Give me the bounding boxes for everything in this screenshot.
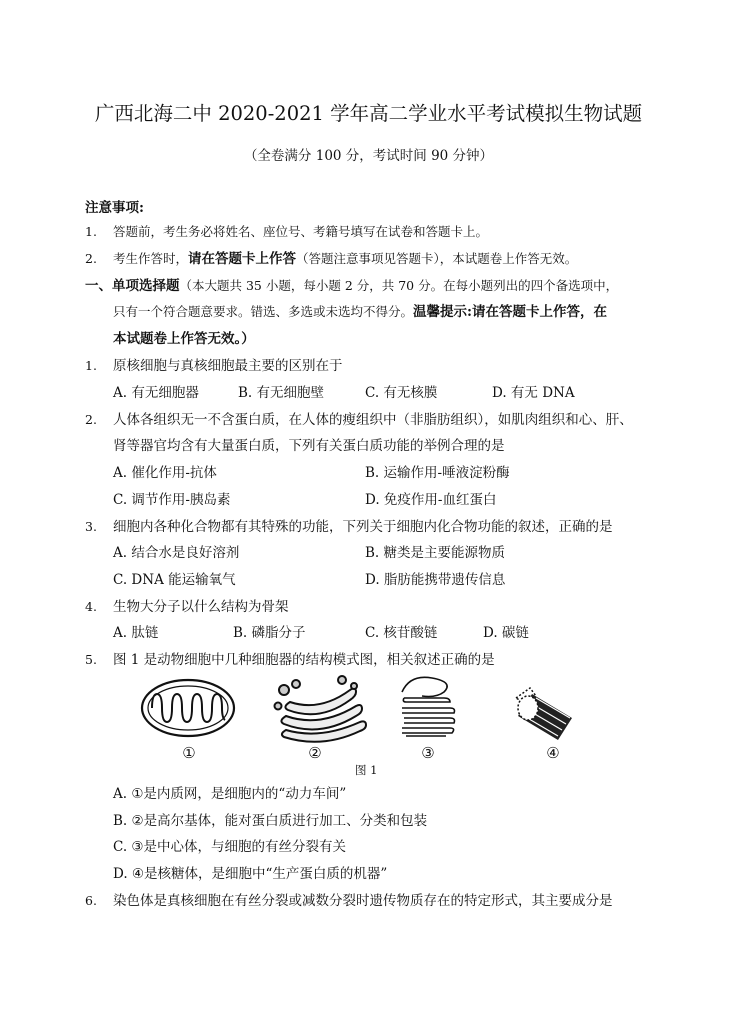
notice-item-2: 考生作答时，请在答题卡上作答（答题注意事项见答题卡），本试题卷上作答无效。 (113, 251, 578, 267)
q3-option-d: D. 脂肪能携带遗传信息 (365, 572, 506, 588)
q2-option-c: C. 调节作用-胰岛素 (113, 492, 231, 508)
q2-option-d: D. 免疫作用-血红蛋白 (365, 492, 497, 508)
q4-stem: 生物大分子以什么结构为骨架 (113, 599, 289, 615)
q3-option-a: A. 结合水是良好溶剂 (113, 545, 240, 561)
q5-option-a: A. ①是内质网，是细胞内的“动力车间” (113, 786, 347, 802)
golgi-drawing (275, 676, 367, 742)
q3-option-b: B. 糖类是主要能源物质 (365, 545, 506, 561)
q1-stem: 原核细胞与真核细胞最主要的区别在于 (113, 358, 343, 374)
figure-label-2: ② (308, 744, 322, 762)
q2-stem-line-1: 人体各组织无一不含蛋白质，在人体的瘦组织中（非脂肪组织），如肌肉组织和心、肝、 (113, 412, 633, 428)
q3-number: 3. (85, 519, 97, 534)
section-heading: 一、单项选择题（本大题共 35 小题，每小题 2 分，共 70 分。在每小题列出的四个备选项中， (85, 278, 619, 294)
exam-subtitle: （全卷满分 100 分，考试时间 90 分钟） (243, 148, 494, 164)
mitochondrion-drawing (142, 680, 234, 736)
exam-title: 广西北海二中 2020-2021 学年高二学业水平考试模拟生物试题 (94, 102, 643, 125)
q1-option-a: A. 有无细胞器 (113, 385, 199, 401)
notice-num-1: 1. (85, 224, 97, 239)
q4-option-d: D. 碳链 (483, 625, 529, 641)
figure-caption: 图 1 (355, 763, 378, 777)
q2-option-a: A. 催化作用-抗体 (113, 465, 217, 481)
notice-heading: 注意事项: (85, 200, 144, 216)
q3-option-c: C. DNA 能运输氧气 (113, 572, 236, 588)
organelle-figure (140, 672, 600, 744)
q3-stem: 细胞内各种化合物都有其特殊的功能，下列关于细胞内化合物功能的叙述，正确的是 (113, 519, 613, 535)
er-drawing (402, 677, 455, 736)
q2-number: 2. (85, 412, 97, 427)
q4-option-c: C. 核苷酸链 (365, 625, 438, 641)
q4-number: 4. (85, 599, 97, 614)
q5-option-d: D. ④是核糖体，是细胞中“生产蛋白质的机器” (113, 866, 388, 882)
q5-option-c: C. ③是中心体，与细胞的有丝分裂有关 (113, 839, 347, 855)
q5-stem: 图 1 是动物细胞中几种细胞器的结构模式图，相关叙述正确的是 (113, 652, 495, 668)
q4-option-a: A. 肽链 (113, 625, 159, 641)
q5-number: 5. (85, 652, 97, 667)
q2-stem-line-2: 肾等器官均含有大量蛋白质，下列有关蛋白质功能的举例合理的是 (113, 438, 505, 454)
figure-label-3: ③ (421, 744, 435, 762)
notice-num-2: 2. (85, 251, 97, 266)
section-line-2: 只有一个符合题意要求。错选、多选或未选均不得分。温馨提示:请在答题卡上作答，在 (113, 304, 607, 320)
figure-label-1: ① (182, 744, 196, 762)
centriole-drawing (516, 688, 572, 740)
notice-item-1: 答题前，考生务必将姓名、座位号、考籍号填写在试卷和答题卡上。 (113, 224, 489, 239)
figure-label-4: ④ (546, 744, 560, 762)
section-line-3: 本试题卷上作答无效。） (113, 331, 255, 347)
q6-stem: 染色体是真核细胞在有丝分裂或减数分裂时遗传物质存在的特定形式，其主要成分是 (113, 893, 613, 909)
q1-option-c: C. 有无核膜 (365, 385, 438, 401)
q1-option-b: B. 有无细胞壁 (238, 385, 325, 401)
q6-number: 6. (85, 893, 97, 908)
q1-option-d: D. 有无 DNA (492, 385, 575, 401)
q4-option-b: B. 磷脂分子 (233, 625, 306, 641)
q2-option-b: B. 运输作用-唾液淀粉酶 (365, 465, 510, 481)
q1-number: 1. (85, 358, 97, 373)
q5-option-b: B. ②是高尔基体，能对蛋白质进行加工、分类和包装 (113, 813, 428, 829)
